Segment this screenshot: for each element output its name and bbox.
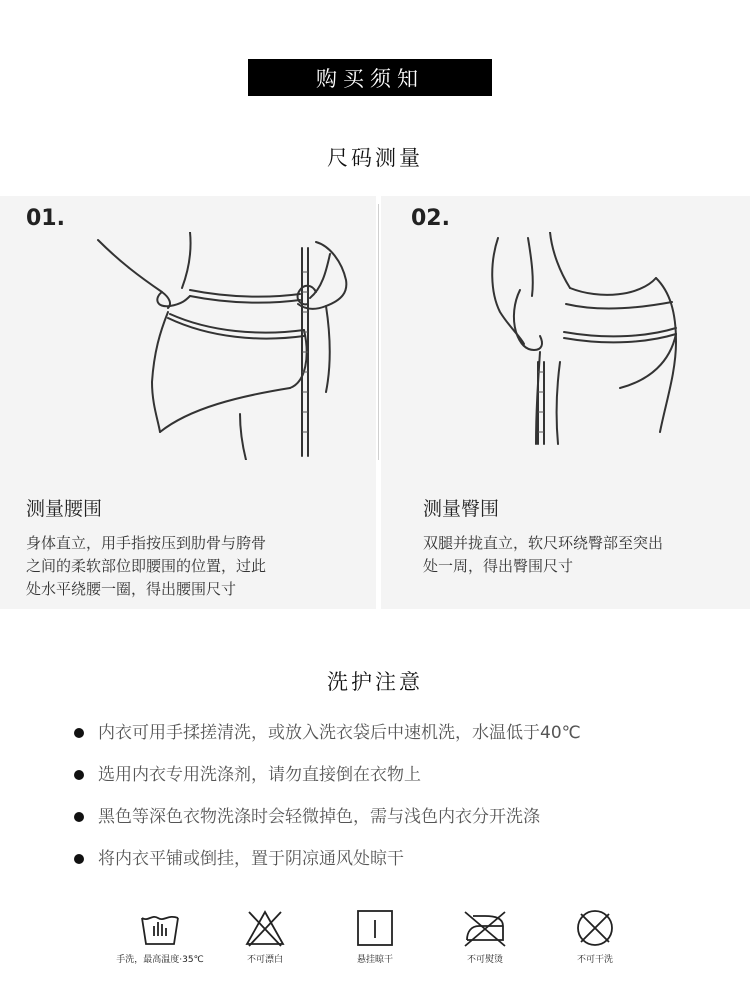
step-number-1: 01.	[26, 206, 65, 231]
bullet-icon	[74, 770, 84, 780]
list-item: 将内衣平铺或倒挂，置于阴凉通风处晾干	[74, 844, 581, 886]
icon-label: 不可熨烫	[466, 955, 503, 965]
icon-label: 不可干洗	[576, 955, 613, 965]
icon-label: 不可漂白	[246, 955, 283, 965]
hip-measure-illustration	[480, 232, 720, 460]
step-title-waist: 测量腰围	[26, 498, 103, 520]
desc-line: 处水平绕腰一圈，得出腰围尺寸	[26, 580, 237, 598]
care-instruction-list	[74, 718, 581, 886]
step-title-hip: 测量臀围	[423, 498, 500, 520]
care-symbol-no-bleach	[225, 908, 305, 965]
care-section-title: 洗护注意	[327, 670, 423, 694]
hang-dry-icon	[353, 908, 397, 948]
list-item: 黑色等深色衣物洗涤时会轻微掉色，需与浅色内衣分开洗涤	[74, 802, 581, 844]
step-desc-hip	[423, 532, 663, 578]
step-number-2: 02.	[411, 206, 450, 231]
desc-line: 之间的柔软部位即腰围的位置，过此	[26, 557, 267, 575]
care-symbol-hang-dry	[335, 908, 415, 965]
hand-wash-icon	[138, 908, 182, 948]
icon-label: 悬挂晾干	[356, 955, 393, 965]
notice-banner	[248, 59, 492, 96]
step-desc-waist	[26, 532, 266, 601]
desc-line: 身体直立，用手指按压到肋骨与胯骨	[26, 534, 267, 552]
bullet-icon	[74, 854, 84, 864]
care-symbol-hand-wash	[102, 908, 218, 965]
bullet-icon	[74, 812, 84, 822]
waist-measure-illustration	[90, 232, 360, 460]
list-item: 内衣可用手揉搓清洗，或放入洗衣袋后中速机洗，水温低于40℃	[74, 718, 581, 760]
desc-line: 处一周，得出臀围尺寸	[423, 557, 574, 575]
no-bleach-icon	[243, 908, 287, 948]
no-tumble-dry-icon	[573, 908, 617, 948]
icon-label: 手洗，最高温度·35℃	[116, 955, 204, 965]
no-iron-icon	[461, 908, 509, 948]
banner-title: 购买须知	[316, 66, 424, 91]
care-symbol-no-dry-clean	[555, 908, 635, 965]
list-item: 选用内衣专用洗涤剂，请勿直接倒在衣物上	[74, 760, 581, 802]
measure-section-title: 尺码测量	[327, 146, 423, 170]
care-symbol-no-iron	[445, 908, 525, 965]
panel-divider	[378, 204, 379, 460]
desc-line: 双腿并拢直立，软尺环绕臀部至突出	[423, 534, 664, 552]
bullet-icon	[74, 728, 84, 738]
